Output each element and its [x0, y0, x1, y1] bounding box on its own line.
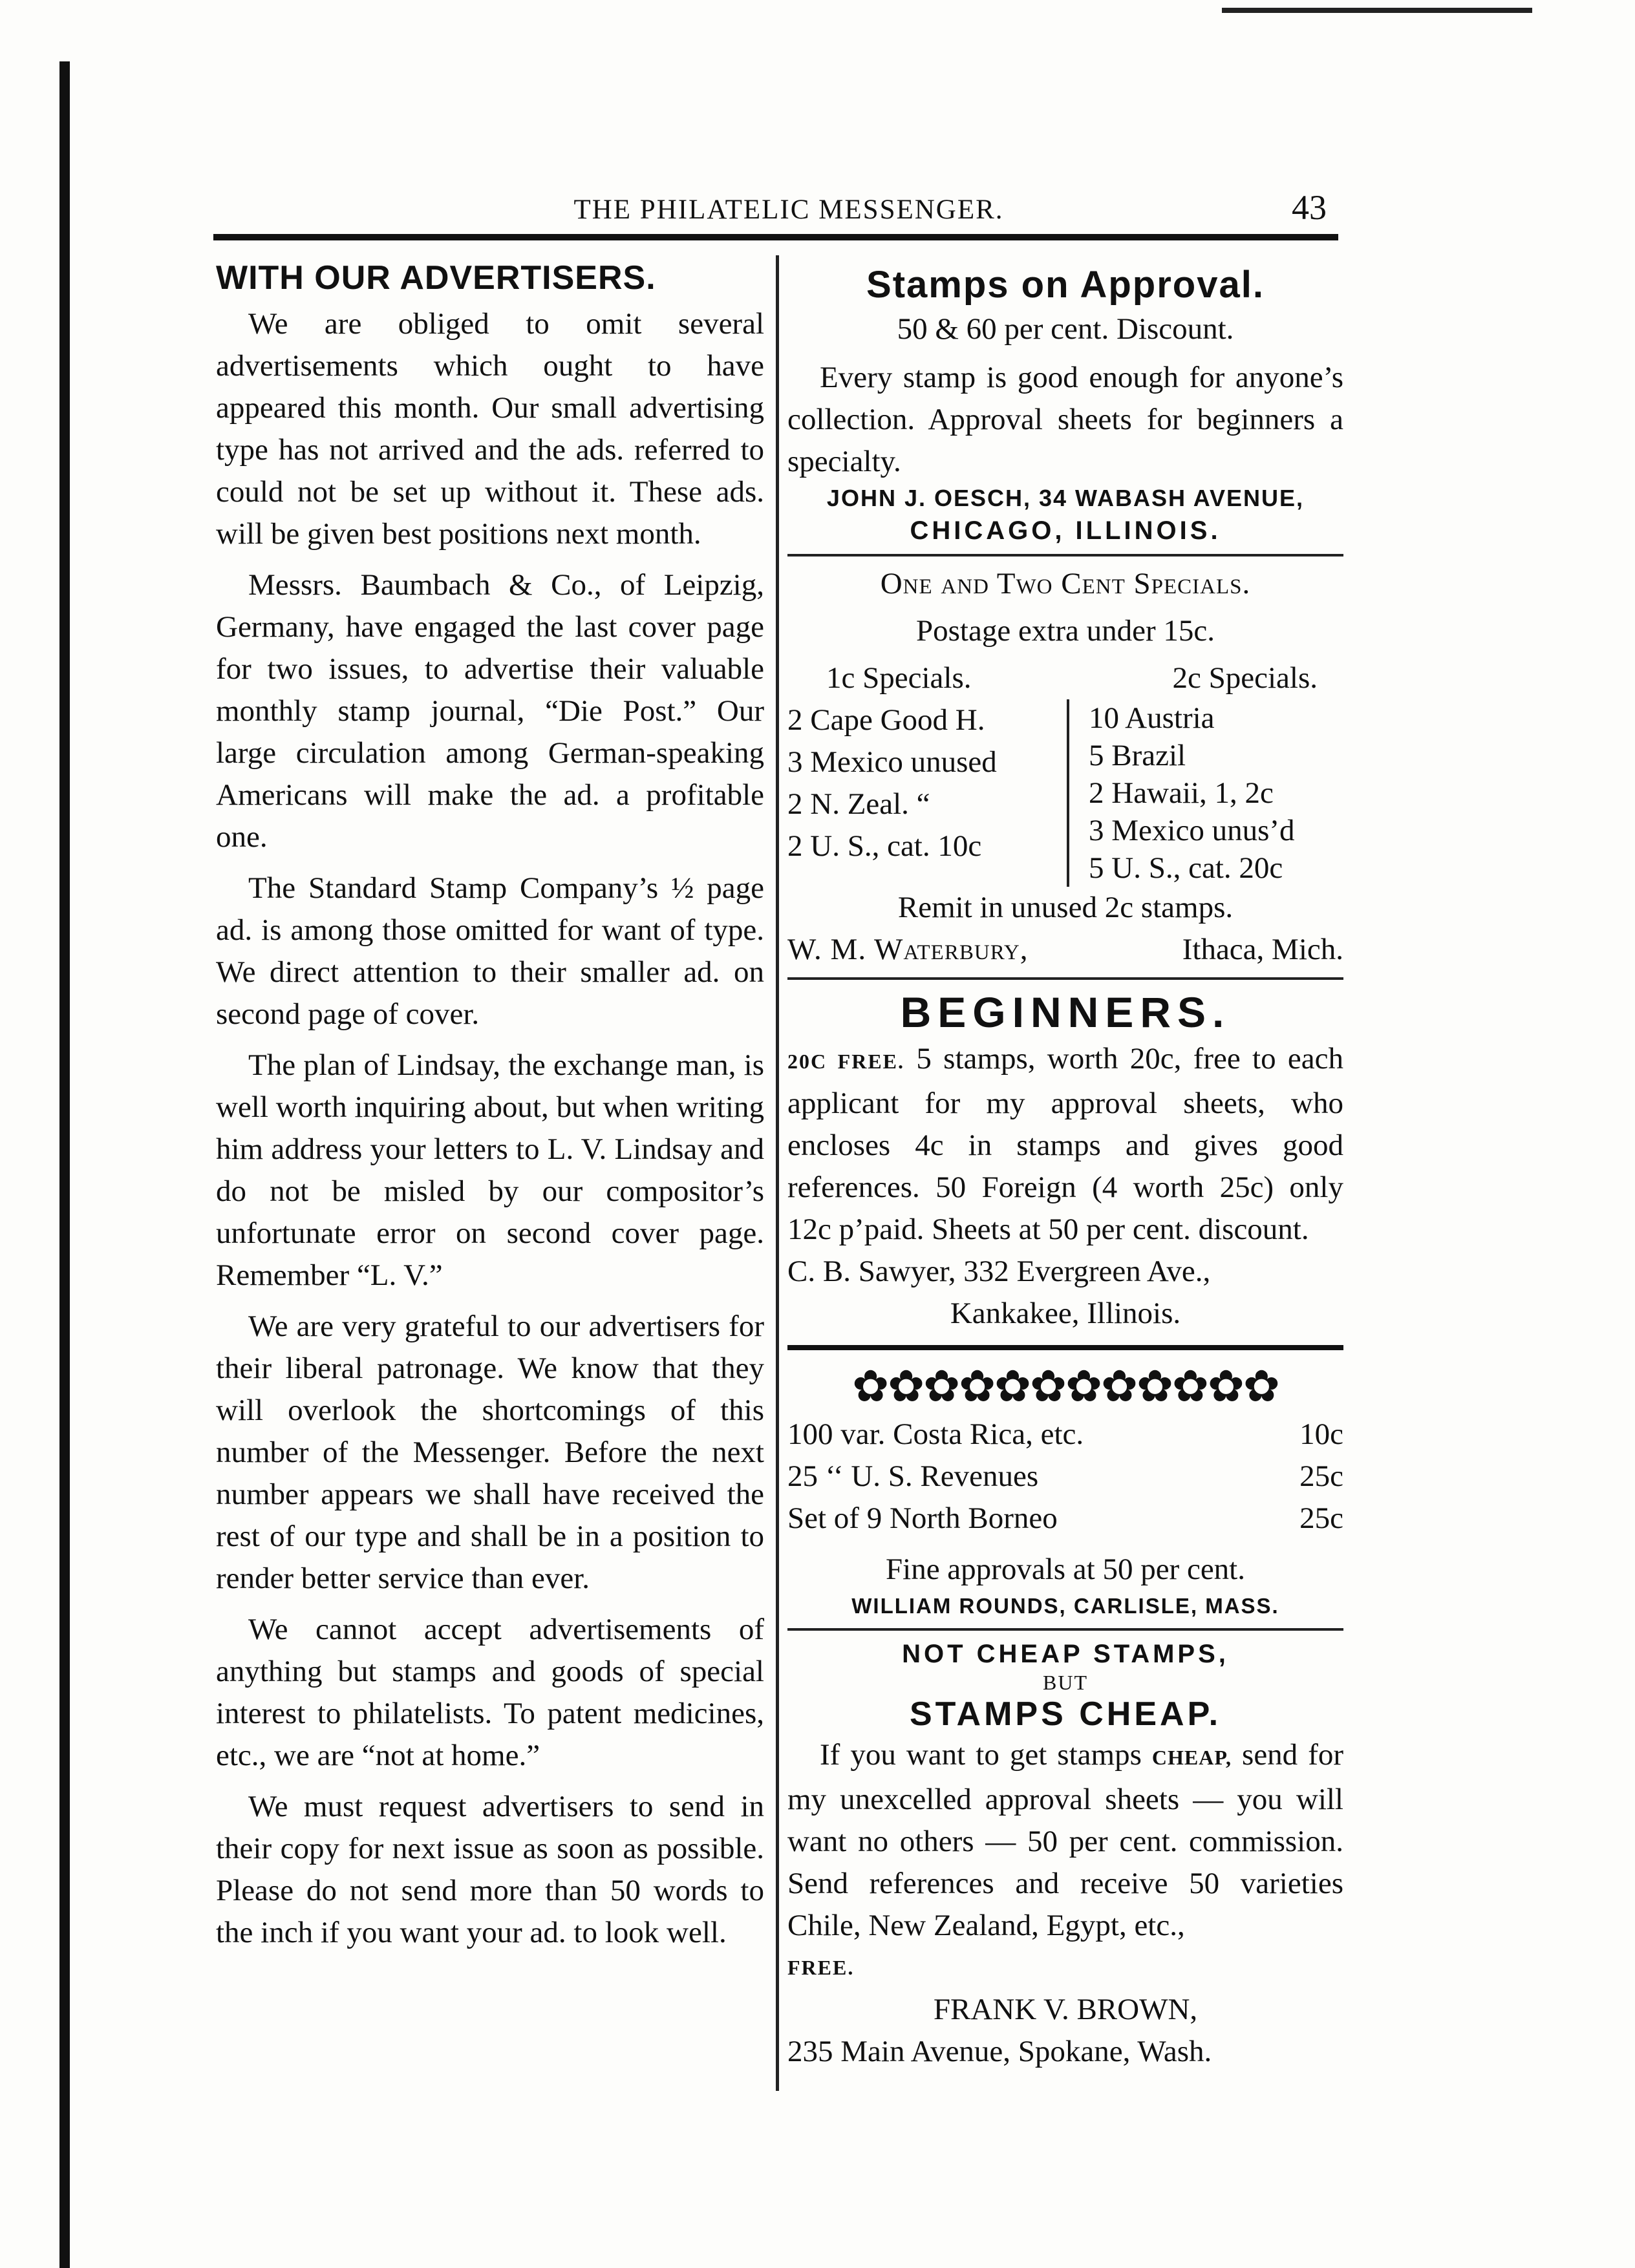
ad-advertiser: WILLIAM ROUNDS, CARLISLE, MASS.: [851, 1594, 1279, 1618]
price-item: 100 var. Costa Rica, etc.: [787, 1417, 1084, 1451]
specials-item: 10 Austria: [1089, 701, 1215, 735]
ad-advertiser: JOHN J. OESCH, 34 WABASH AVENUE,: [826, 485, 1305, 511]
price-value: 25c: [1299, 1459, 1343, 1493]
ad-divider: [787, 554, 1343, 556]
paragraph: Messrs. Baumbach & Co., of Leipzig, Germany, have engaged the last cover page for two issues, to advertise their valuable monthly stamp journal, “Die Post.” Our large circulation among German-speaking Americans will make the ad. a profitable one.: [216, 568, 764, 854]
ad-remit: Remit in unused 2c stamps.: [897, 891, 1234, 924]
ad-advertiser: W. M. Waterbury,: [787, 933, 1029, 966]
ad-divider: [787, 977, 1343, 980]
page-edge-shadow: [59, 61, 70, 2268]
paragraph: We are obliged to omit several advertisements which ought to have appeared this month. Our small advertising type has not arrived and the ads. referred to could not be set up without it. These ads. will be given best positions next month.: [216, 307, 764, 551]
ad-subtitle: Postage extra under 15c.: [915, 614, 1215, 648]
specials-item: 2 U. S., cat. 10c: [787, 829, 982, 863]
column-separator: [776, 255, 779, 2091]
paragraph: We cannot accept advertisements of anything but stamps and goods of special interest to philatelists. To patent medicines, etc., we are “not at home.”: [216, 1613, 764, 1772]
ad-title-connector: BUT: [1043, 1671, 1088, 1694]
ad-body: If you want to get stamps: [820, 1738, 1142, 1772]
editorial-column: [216, 257, 764, 1963]
specials-table: [787, 699, 1343, 887]
ad-address: Kankakee, Illinois.: [950, 1297, 1181, 1330]
ad-advertiser-city: CHICAGO, ILLINOIS.: [910, 516, 1221, 545]
price-row: [787, 1498, 1343, 1540]
specials-item: 2 Cape Good H.: [787, 703, 985, 737]
ad-free-label: 20C FREE.: [787, 1050, 905, 1073]
header-rule: [213, 234, 1338, 240]
ad-divider: [787, 1345, 1343, 1350]
advertisements-column: [787, 262, 1343, 2073]
ad-advertiser-city: Ithaca, Mich.: [1182, 933, 1343, 966]
flower-ornament-icon: ✿✿✿✿✿✿✿✿✿✿✿✿: [852, 1362, 1279, 1411]
top-edge-rule: [1222, 8, 1532, 13]
ad-address: C. B. Sawyer, 332 Evergreen Ave.,: [787, 1255, 1211, 1288]
specials-item: 5 U. S., cat. 20c: [1089, 851, 1283, 885]
ad-discount: 50 & 60 per cent. Discount.: [897, 312, 1234, 346]
page-number: 43: [1292, 188, 1327, 227]
ad-title: NOT CHEAP STAMPS,: [902, 1640, 1229, 1668]
ad-body: 5 stamps, worth 20c, free to each applicant for my approval sheets, who encloses 4c in stamps and gives good references. 50 Foreign (4 worth 25c) only 12c p’paid. Sheets at 50 per cent. discount.: [787, 1042, 1344, 1246]
ad-free-label: FREE.: [787, 1956, 855, 1979]
ad-title: Stamps on Approval.: [866, 264, 1265, 306]
ad-body: Every stamp is good enough for anyone’s collection. Approval sheets for beginners a specialty.: [787, 361, 1343, 478]
ad-title: STAMPS CHEAP.: [909, 1695, 1222, 1733]
ad-body: send for my unexcelled approval sheets — you will want no others — 50 per cent. commission. Send references and receive 50 varieties Chile, New Zealand, Egypt, etc.,: [787, 1738, 1344, 1942]
specials-item: 3 Mexico unused: [787, 745, 997, 779]
paragraph: The Standard Stamp Company’s ½ page ad. is among those omitted for want of type. We direct attention to their smaller ad. on second page of cover.: [216, 871, 764, 1031]
specials-item: 3 Mexico unus’d: [1089, 814, 1295, 847]
running-header: THE PHILATELIC MESSENGER.: [573, 195, 1004, 225]
ad-approvals: Fine approvals at 50 per cent.: [886, 1553, 1245, 1586]
paragraph: We are very grateful to our advertisers for their liberal patronage. We know that they will overlook the shortcomings of this number of the Messenger. Before the next number appears we shall have received the rest of our type and shall be in a position to render better service than ever.: [216, 1309, 764, 1595]
ad-title: BEGINNERS.: [900, 988, 1231, 1036]
ad-title: One and Two Cent Specials.: [880, 567, 1251, 600]
ad-sawyer: [787, 986, 1343, 1335]
specials-header-1c: 1c Specials.: [826, 661, 972, 695]
paragraph: The plan of Lindsay, the exchange man, is well worth inquiring about, but when writing him address your letters to L. V. Lindsay and do not be misled by our compositor’s unfortunate error on second cover page. Remember “L. V.”: [216, 1048, 764, 1292]
specials-item: 5 Brazil: [1089, 739, 1186, 772]
specials-header-2c: 2c Specials.: [1172, 661, 1318, 695]
specials-item: 2 Hawaii, 1, 2c: [1089, 776, 1274, 810]
ad-brown: [787, 1637, 1343, 2073]
ad-oesch: [787, 262, 1343, 547]
ad-address: 235 Main Avenue, Spokane, Wash.: [787, 2035, 1212, 2068]
price-value: 10c: [1299, 1417, 1343, 1451]
price-row: [787, 1456, 1343, 1498]
price-value: 25c: [1299, 1501, 1343, 1535]
price-row: [787, 1414, 1343, 1456]
section-heading: WITH OUR ADVERTISERS.: [216, 259, 656, 297]
paragraph: We must request advertisers to send in their copy for next issue as soon as possible. Please do not send more than 50 words to the inch if you want your ad. to look well.: [216, 1790, 764, 1949]
ad-divider: [787, 1628, 1343, 1631]
ad-advertiser: FRANK V. BROWN,: [933, 1993, 1198, 2026]
specials-item: 2 N. Zeal. “: [787, 787, 930, 821]
price-item: 25 ‘‘ U. S. Revenues: [787, 1459, 1039, 1493]
price-item: Set of 9 North Borneo: [787, 1501, 1058, 1535]
ad-emphasis: CHEAP,: [1151, 1746, 1232, 1769]
ad-rounds: [787, 1359, 1343, 1622]
ad-waterbury: [787, 563, 1343, 971]
